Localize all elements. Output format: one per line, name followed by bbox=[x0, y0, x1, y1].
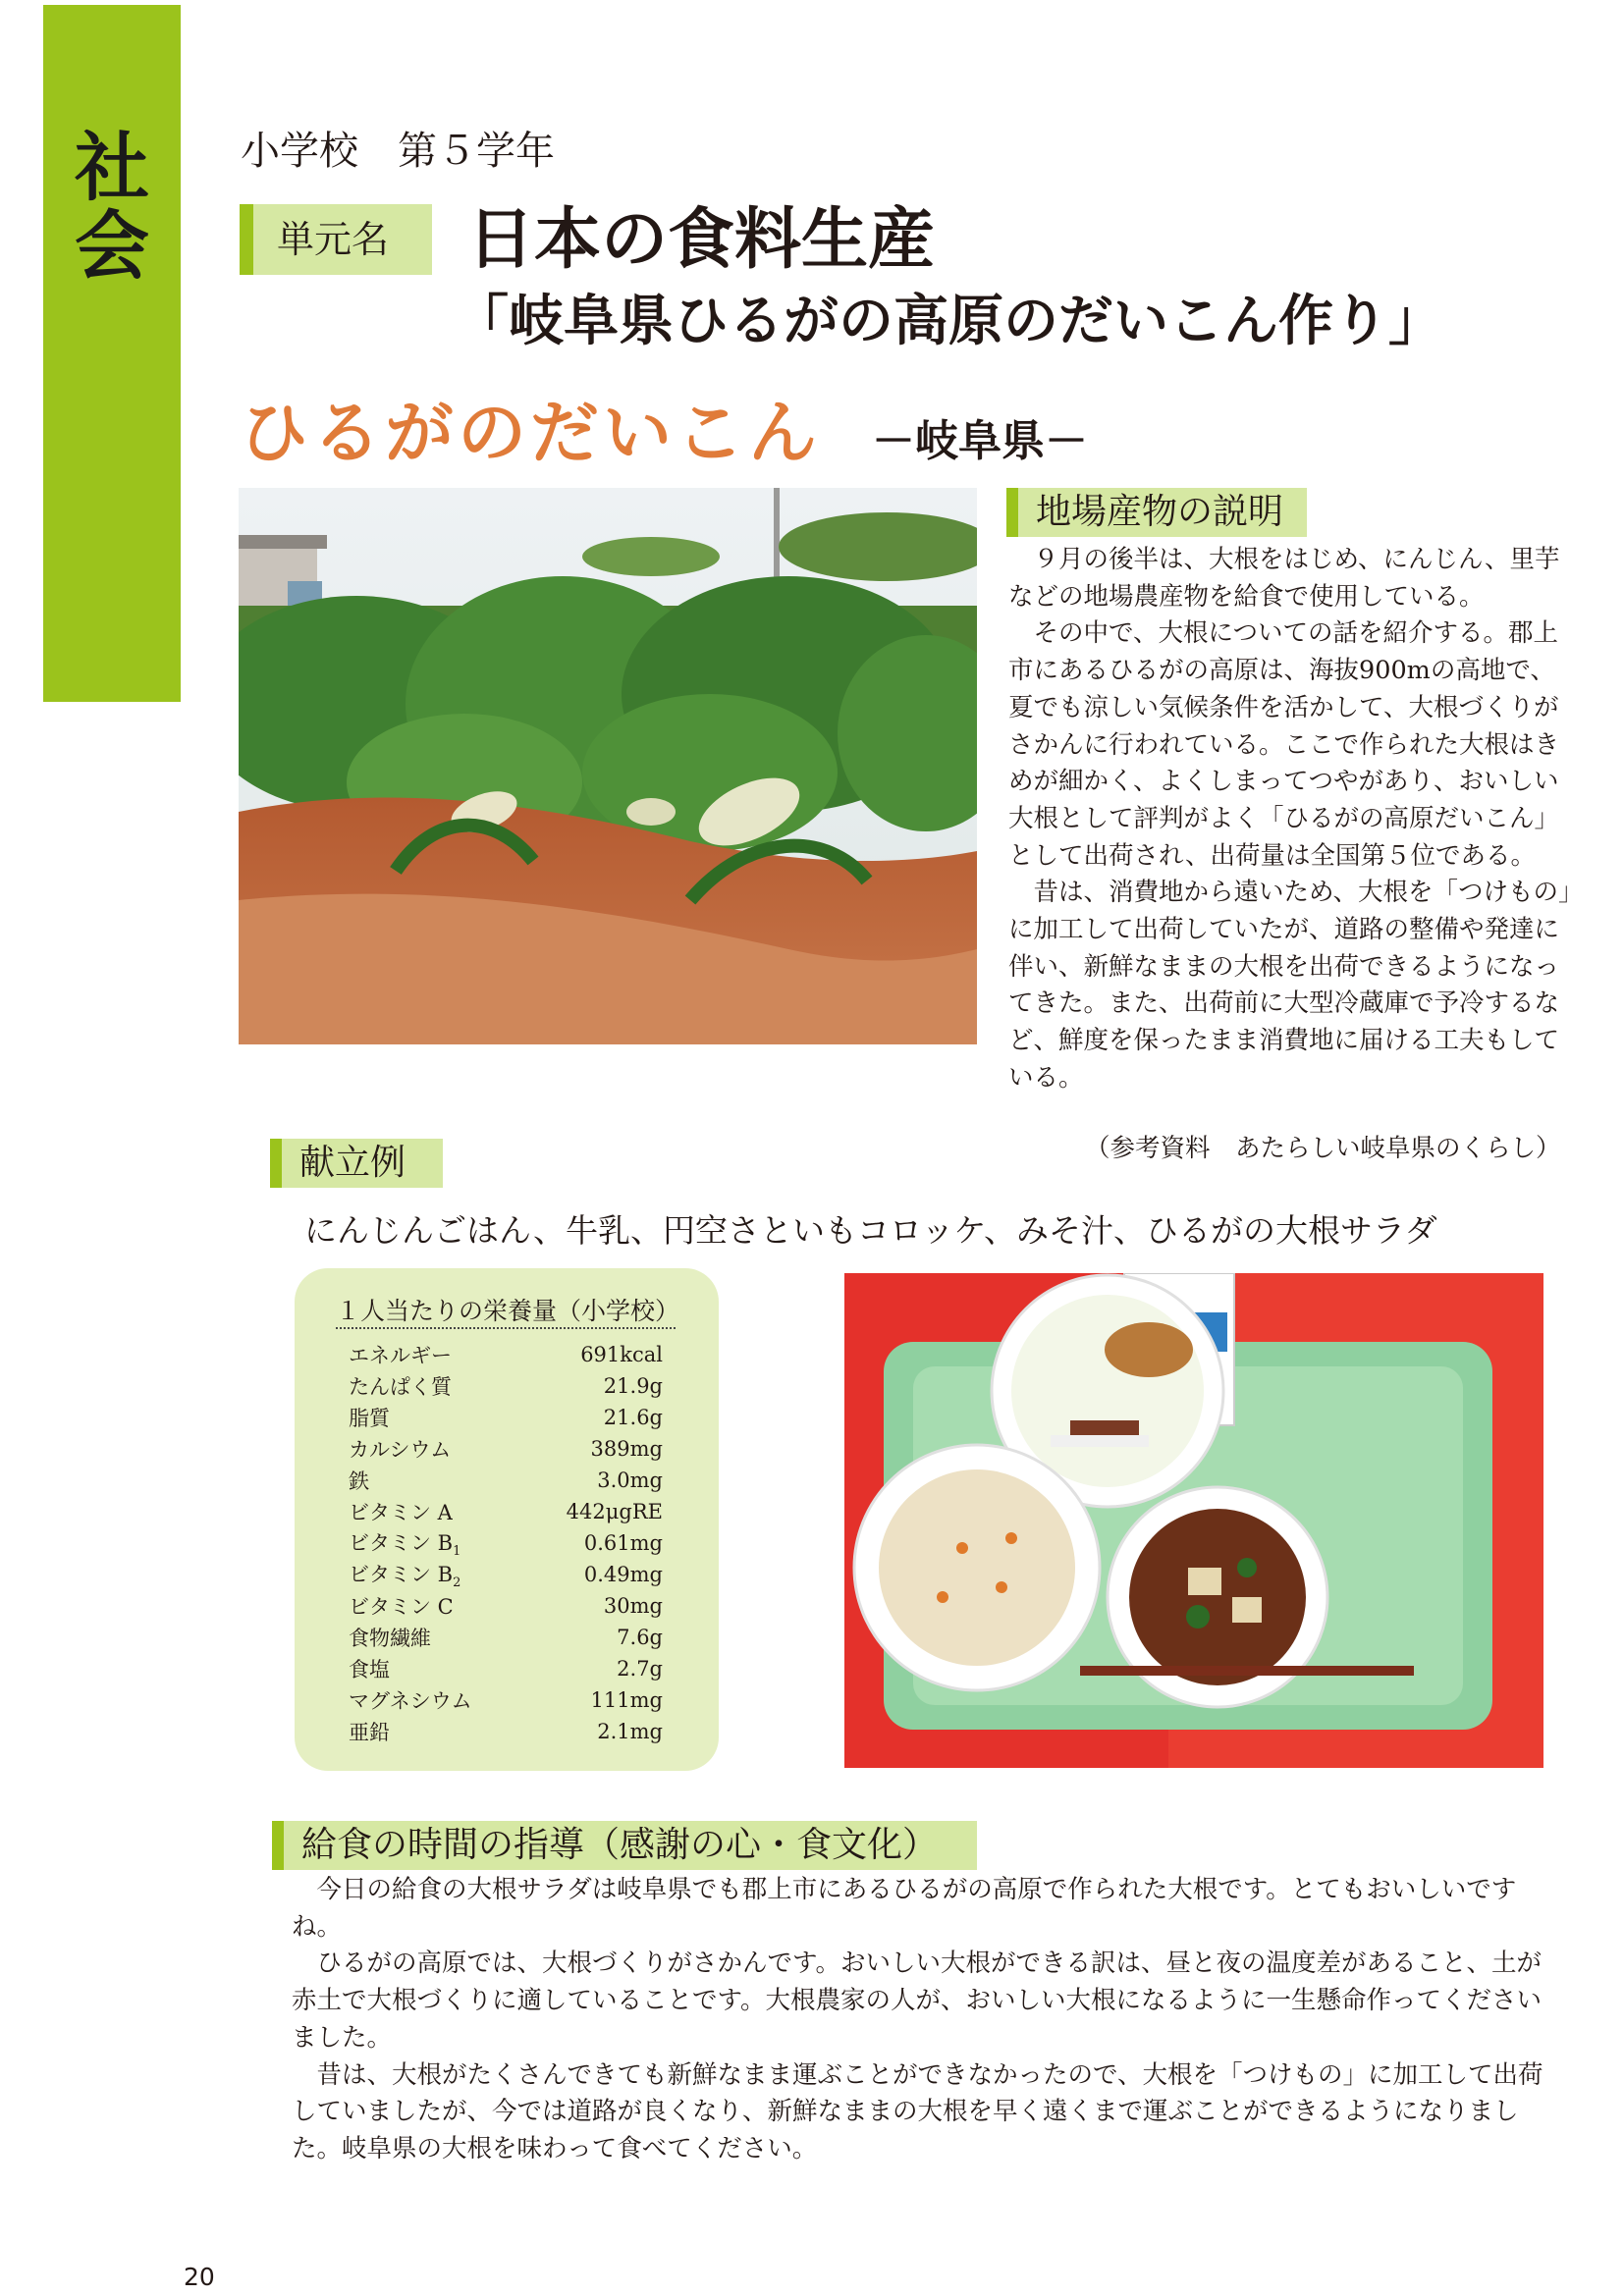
local-product-paragraph: その中で、大根についての話を紹介する。郡上市にあるひるがの高原は、海抜900mの高地で、夏でも涼しい気候条件を活かして、大根づくりがさかんに行われている。ここで作られた大根はきめが細かく、よくしまってつやがあり、おいしい大根として評判がよく「ひるがの高原だいこん」として出荷され、出荷量は全国第５位である。 bbox=[1008, 618, 1560, 871]
nutrient-name bbox=[349, 1466, 369, 1495]
nutrient-name bbox=[349, 1717, 390, 1746]
nutrient-name-text: ビタミン A bbox=[349, 1501, 453, 1524]
nutrition-row bbox=[349, 1496, 663, 1527]
nutrient-value: 442μgRE bbox=[566, 1500, 663, 1523]
guidance-heading: 給食の時間の指導（感謝の心・食文化） bbox=[272, 1821, 977, 1870]
nutrition-row bbox=[349, 1559, 663, 1590]
school-lunch-illustration bbox=[844, 1273, 1543, 1768]
grade-label: 小学校 第５学年 bbox=[241, 129, 555, 174]
nutrient-value: 2.7g bbox=[617, 1657, 663, 1681]
nutrient-name bbox=[349, 1340, 452, 1369]
nutrient-subscript: 2 bbox=[453, 1575, 461, 1591]
nutrition-row bbox=[349, 1653, 663, 1684]
nutrient-name bbox=[349, 1527, 460, 1559]
product-name: ひるがのだいこん bbox=[240, 393, 821, 473]
subject-char-1: 社 bbox=[75, 124, 149, 211]
nutrient-name bbox=[349, 1371, 452, 1401]
nutrient-value: 389mg bbox=[590, 1437, 663, 1461]
daikon-field-illustration bbox=[239, 488, 977, 1044]
nutrient-name-text: 亜鉛 bbox=[349, 1721, 390, 1744]
nutrient-name-text: たんぱく質 bbox=[349, 1375, 452, 1399]
nutrition-row bbox=[349, 1590, 663, 1622]
nutrient-name-text: カルシウム bbox=[349, 1438, 452, 1462]
nutrition-row bbox=[349, 1622, 663, 1653]
nutrition-row bbox=[349, 1433, 663, 1465]
daikon-field-photo bbox=[239, 488, 977, 1044]
nutrient-value: 7.6g bbox=[617, 1626, 663, 1649]
nutrient-name-text: ビタミン B bbox=[349, 1562, 454, 1586]
nutrient-name-text: ビタミン C bbox=[349, 1595, 454, 1619]
nutrition-row bbox=[349, 1684, 663, 1716]
local-product-text bbox=[1008, 542, 1578, 1097]
nutrient-value: 2.1mg bbox=[597, 1720, 663, 1743]
subject-tab bbox=[43, 5, 181, 702]
menu-heading: 献立例 bbox=[270, 1139, 443, 1188]
subject-char-2: 会 bbox=[75, 202, 149, 290]
nutrition-title: １人当たりの栄養量（小学校） bbox=[336, 1297, 680, 1325]
nutrient-name bbox=[349, 1654, 390, 1683]
unit-subtitle: 「岐阜県ひるがの高原のだいこん作り」 bbox=[454, 289, 1443, 353]
nutrient-subscript: 1 bbox=[453, 1544, 461, 1560]
menu-items: にんじんごはん、牛乳、円空さといもコロッケ、みそ汁、ひるがの大根サラダ bbox=[304, 1211, 1437, 1250]
nutrient-value: 111mg bbox=[590, 1688, 663, 1712]
nutrient-value: 21.9g bbox=[603, 1374, 663, 1398]
unit-title: 日本の食料生産 bbox=[467, 200, 936, 279]
nutrition-row bbox=[349, 1339, 663, 1370]
nutrient-name bbox=[349, 1685, 472, 1715]
nutrient-name bbox=[349, 1559, 460, 1590]
nutrition-row bbox=[349, 1465, 663, 1496]
nutrient-value: 691kcal bbox=[580, 1343, 663, 1366]
local-product-paragraph: 昔は、消費地から遠いため、大根を「つけもの」に加工して出荷していたが、道路の整備や発達に伴い、新鮮なままの大根を出荷できるようになってきた。また、出荷前に大型冷蔵庫で予冷するなど、鮮度を保ったまま消費地に届ける工夫もしている。 bbox=[1008, 878, 1571, 1093]
guidance-paragraph: 今日の給食の大根サラダは岐阜県でも郡上市にあるひるがの高原で作られた大根です。とてもおいしいですね。 bbox=[292, 1875, 1517, 1942]
nutrient-value: 30mg bbox=[603, 1594, 663, 1618]
guidance-text bbox=[292, 1872, 1566, 2168]
local-product-heading: 地場産物の説明 bbox=[1006, 488, 1307, 537]
nutrient-name-text: 脂質 bbox=[349, 1407, 390, 1430]
nutrient-name-text: エネルギー bbox=[349, 1344, 452, 1367]
nutrient-value: 0.49mg bbox=[583, 1563, 663, 1586]
nutrient-name-text: 鉄 bbox=[349, 1469, 369, 1493]
nutrient-name bbox=[349, 1591, 454, 1621]
page-number: 20 bbox=[184, 2263, 215, 2291]
nutrient-value: 3.0mg bbox=[597, 1468, 663, 1492]
nutrient-name bbox=[349, 1623, 431, 1652]
reference-note: （参考資料 あたらしい岐阜県のくらし） bbox=[1085, 1134, 1561, 1163]
nutrition-row bbox=[349, 1716, 663, 1747]
nutrition-divider bbox=[336, 1327, 676, 1329]
nutrient-value: 0.61mg bbox=[583, 1531, 663, 1555]
nutrient-value: 21.6g bbox=[603, 1406, 663, 1429]
nutrient-name-text: ビタミン B bbox=[349, 1530, 454, 1555]
product-prefecture: －岐阜県－ bbox=[872, 416, 1088, 466]
nutrition-table bbox=[349, 1339, 663, 1747]
school-lunch-photo bbox=[844, 1273, 1543, 1768]
local-product-paragraph: ９月の後半は、大根をはじめ、にんじん、里芋などの地場農産物を給食で使用している。 bbox=[1008, 545, 1560, 612]
nutrition-row bbox=[349, 1527, 663, 1559]
guidance-paragraph: 昔は、大根がたくさんできても新鮮なまま運ぶことができなかったので、大根を「つけもの」に加工して出荷していましたが、今では道路が良くなり、新鮮なままの大根を早く遠くまで運ぶことができるようになりました。岐阜県の大根を味わって食べてください。 bbox=[292, 2059, 1543, 2163]
nutrient-name-text: 食塩 bbox=[349, 1658, 390, 1682]
nutrient-name bbox=[349, 1497, 453, 1526]
nutrition-row bbox=[349, 1370, 663, 1402]
guidance-paragraph: ひるがの高原では、大根づくりがさかんです。おいしい大根ができる訳は、昼と夜の温度差があること、土が赤土で大根づくりに適していることです。大根農家の人が、おいしい大根になるように一生懸命作ってくださいました。 bbox=[292, 1949, 1542, 2053]
nutrition-row bbox=[349, 1402, 663, 1433]
unit-label: 単元名 bbox=[240, 204, 432, 275]
nutrient-name bbox=[349, 1434, 451, 1464]
nutrient-name-text: 食物繊維 bbox=[349, 1627, 431, 1650]
nutrient-name bbox=[349, 1403, 390, 1432]
nutrient-name-text: マグネシウム bbox=[349, 1689, 472, 1713]
